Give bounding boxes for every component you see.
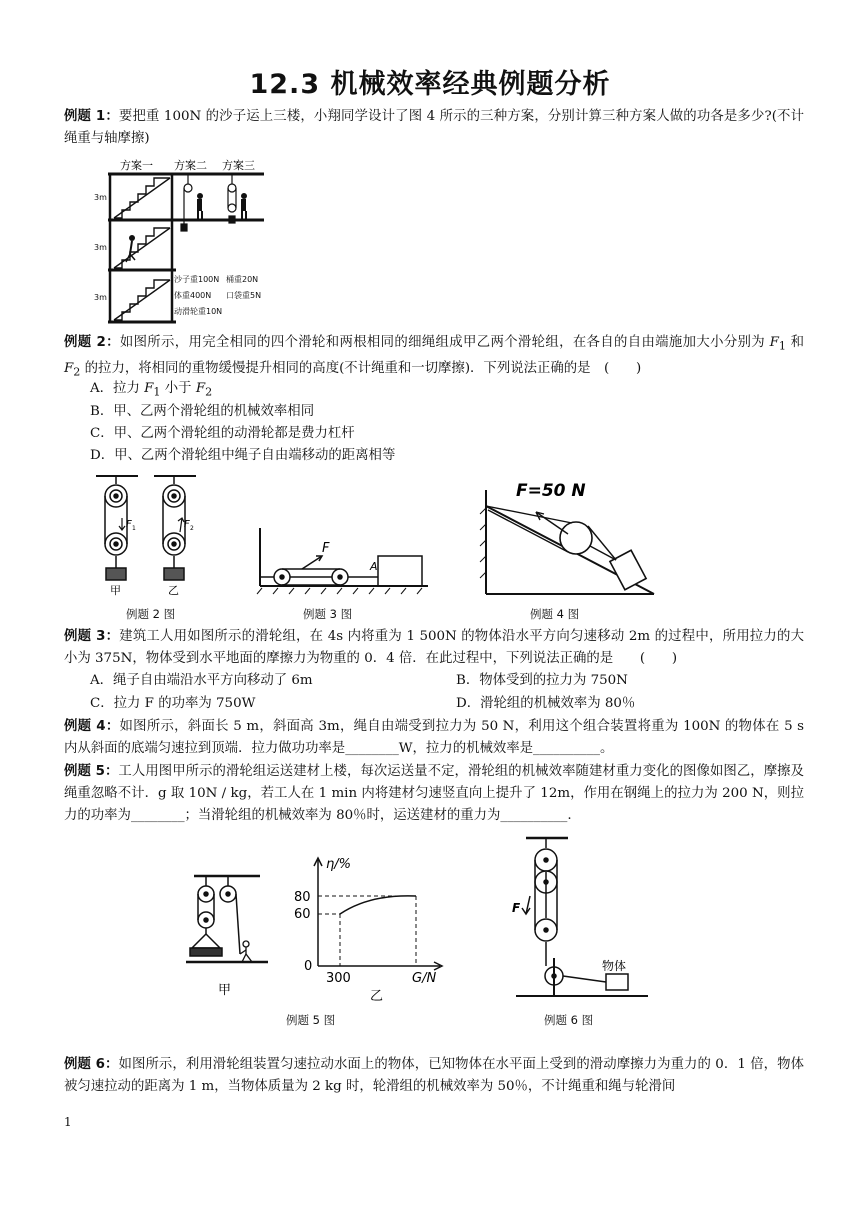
svg-text:甲: 甲	[110, 584, 121, 597]
svg-text:2: 2	[190, 525, 194, 532]
example-2-option-d: D．甲、乙两个滑轮组中绳子自由端移动的距离相等	[90, 448, 396, 463]
svg-text:体重400N: 体重400N	[174, 291, 212, 300]
example-2-option-a: A．拉力 $F_1$ 小于 $F_2$	[90, 381, 213, 399]
example-5-figure-yi	[290, 854, 450, 1006]
svg-text:3m: 3m	[94, 293, 107, 302]
example-3-figure	[252, 528, 432, 596]
svg-text:物体: 物体	[602, 959, 627, 973]
svg-text:F: F	[512, 901, 521, 915]
example-3-text: 例题 3：建筑工人用如图所示的滑轮组，在 4s 内将重为 1 500N 的物体沿水平方向匀速移动 2m 的过程中，所用拉力的大小为 375N，物体受到水平地面的摩擦力为物重的 0．4 倍．在此过程中，下列说法正确的是 ( )	[64, 629, 804, 666]
example-5-caption: 例题 5 图	[286, 1013, 336, 1027]
example-2-text: 例题 2：如图所示，用完全相同的四个滑轮和两根相同的细绳组成甲乙两个滑轮组，在各自的自由端施加大小分别为 $F_1$ 和 $F_2$ 的拉力，将相同的重物缓慢提升相同的高度(不计绳重和一切摩擦)．下列说法正确的是 ( )	[64, 335, 804, 379]
example-1-label: 例题 1：	[64, 109, 119, 124]
example-4-caption: 例题 4 图	[530, 607, 580, 621]
svg-text:方案三: 方案三	[222, 159, 255, 172]
svg-text:1: 1	[132, 525, 136, 532]
svg-text:3m: 3m	[94, 193, 107, 202]
svg-text:沙子重100N: 沙子重100N	[174, 275, 220, 284]
example-2-option-b: B．甲、乙两个滑轮组的机械效率相同	[90, 404, 315, 419]
example-3-option-d: D．滑轮组的机械效率为 80％	[456, 696, 636, 711]
svg-text:3m: 3m	[94, 243, 107, 252]
svg-text:60: 60	[294, 907, 311, 922]
example-2-figure	[92, 472, 202, 600]
svg-text:A: A	[370, 560, 378, 573]
example-6-text: 例题 6：如图所示，利用滑轮组装置匀速拉动水面上的物体，已知物体在水平面上受到的滑动摩擦力为重力的 0．1 倍，物体被匀速拉动的距离为 1 m，当物体质量为 2 kg 时，轮滑组的机械效率为 50％，不计绳重和绳与轮滑间	[64, 1057, 804, 1094]
svg-text:80: 80	[294, 890, 311, 905]
page-title: 12.3 机械效率经典例题分析	[249, 69, 611, 100]
example-4-text: 例题 4：如图所示，斜面长 5 m，斜面高 3m，绳自由端受到拉力为 50 N，利用这个组合装置将重为 100N 的物体在 5 s 内从斜面的底端匀速拉到顶端．拉力做功功率是________W，拉力的机械效率是__________。	[64, 719, 804, 756]
example-3-label: 例题 3：	[64, 629, 120, 644]
example-3-option-c: C．拉力 F 的功率为 750W	[90, 696, 256, 711]
svg-text:G/N: G/N	[412, 971, 437, 986]
example-6-label: 例题 6：	[64, 1057, 119, 1072]
example-5-figure-jia	[184, 872, 270, 1004]
example-3-caption: 例题 3 图	[303, 607, 353, 621]
example-4-figure	[476, 474, 658, 598]
example-3-option-a: A．绳子自由端沿水平方向移动了 6m	[90, 673, 313, 688]
example-3-option-b: B．物体受到的拉力为 750N	[456, 673, 628, 688]
svg-text:乙: 乙	[168, 584, 179, 597]
example-2-option-c: C．甲、乙两个滑轮组的动滑轮都是费力杠杆	[90, 426, 355, 441]
example-6-figure	[502, 834, 652, 1006]
example-4-label: 例题 4：	[64, 719, 120, 734]
example-2-caption: 例题 2 图	[126, 607, 176, 621]
svg-text:方案一: 方案一	[120, 159, 153, 172]
example-5-text: 例题 5：工人用图甲所示的滑轮组运送建材上楼，每次运送量不定，滑轮组的机械效率随建材重力变化的图像如图乙，摩擦及绳重忽略不计．g 取 10N / kg，若工人在 1 min 内将建材匀速竖直向上提升了 12m，作用在钢绳上的拉力为 200 N，则拉力的功率为________；当滑轮组的机械效率为 80％时，运送建材的重力为__________.	[64, 764, 804, 823]
example-2-label: 例题 2：	[64, 335, 120, 350]
example-1-text: 例题 1：要把重 100N 的沙子运上三楼，小翔同学设计了图 4 所示的三种方案，分别计算三种方案人做的功各是多少?(不计绳重与轴摩擦)	[64, 109, 804, 146]
example-6-caption: 例题 6 图	[544, 1013, 594, 1027]
svg-text:F: F	[184, 519, 190, 530]
page-number: 1	[64, 1115, 72, 1129]
svg-text:η/%: η/%	[326, 857, 351, 872]
svg-text:0: 0	[304, 959, 313, 974]
svg-text:300: 300	[326, 971, 351, 986]
svg-text:方案二: 方案二	[174, 159, 207, 172]
svg-text:口袋重5N: 口袋重5N	[226, 291, 262, 300]
svg-text:动滑轮重10N: 动滑轮重10N	[174, 307, 223, 316]
svg-text:乙: 乙	[370, 989, 384, 1004]
svg-text:F: F	[322, 541, 330, 556]
svg-text:甲: 甲	[218, 983, 232, 998]
svg-text:桶重20N: 桶重20N	[226, 275, 259, 284]
svg-text:F=50 N: F=50 N	[516, 481, 586, 501]
example-5-label: 例题 5：	[64, 764, 119, 779]
svg-text:F: F	[126, 519, 132, 530]
example-1-figure	[94, 158, 270, 326]
